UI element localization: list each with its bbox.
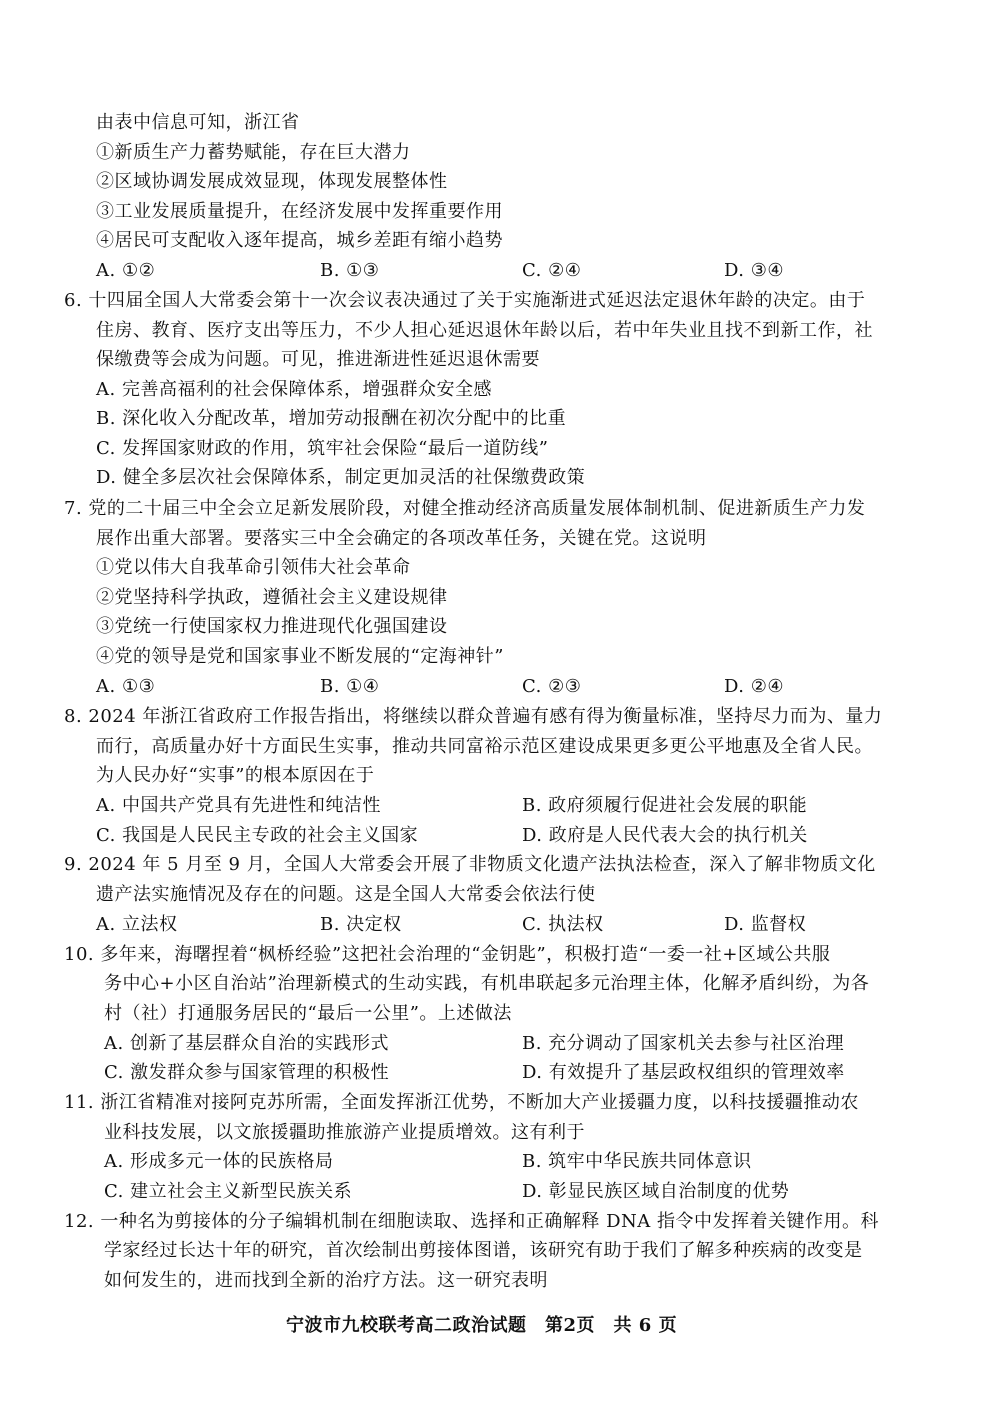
prev-statement-3: ③工业发展质量提升，在经济发展中发挥重要作用 <box>96 201 503 222</box>
q11-option-b: B. 筑牢中华民族共同体意识 <box>522 1151 752 1172</box>
q7-statement-3: ③党统一行使国家权力推进现代化强国建设 <box>96 616 448 637</box>
prev-statement-4: ④居民可支配收入逐年提高，城乡差距有缩小趋势 <box>96 230 503 251</box>
q10-option-b: B. 充分调动了国家机关去参与社区治理 <box>522 1033 845 1054</box>
q6-stem-line-1: 6. 十四届全国人大常委会第十一次会议表决通过了关于实施渐进式延迟法定退休年龄的决定。由于 <box>64 290 866 311</box>
q11-option-d: D. 彰显民族区域自治制度的优势 <box>522 1181 790 1202</box>
q8-stem-line-1: 8. 2024 年浙江省政府工作报告指出，将继续以群众普遍有感有得为衡量标准，坚持尽力而为、量力 <box>64 706 883 727</box>
q7-statement-1: ①党以伟大自我革命引领伟大社会革命 <box>96 557 411 578</box>
q9-stem-line-1: 9. 2024 年 5 月至 9 月，全国人大常委会开展了非物质文化遗产法执法检查，深入了解非物质文化 <box>64 854 876 875</box>
q10-option-c: C. 激发群众参与国家管理的积极性 <box>104 1062 390 1083</box>
q8-option-a: A. 中国共产党具有先进性和纯洁性 <box>96 795 381 816</box>
q6-option-b: B. 深化收入分配改革，增加劳动报酬在初次分配中的比重 <box>96 408 567 429</box>
q8-option-b: B. 政府须履行促进社会发展的职能 <box>522 795 808 816</box>
q9-stem-line-2: 遗产法实施情况及存在的问题。这是全国人大常委会依法行使 <box>96 884 596 905</box>
q6-option-c: C. 发挥国家财政的作用，筑牢社会保险“最后一道防线” <box>96 438 549 459</box>
q10-stem-line-2: 务中心+小区自治站”治理新模式的生动实践，有机串联起多元治理主体，化解矛盾纠纷，为各 <box>104 973 870 994</box>
q9-option-c: C. 执法权 <box>522 914 604 935</box>
q9-option-b: B. 决定权 <box>320 914 402 935</box>
q7-stem-line-1: 7. 党的二十届三中全会立足新发展阶段，对健全推动经济高质量发展体制机制、促进新质生产力发 <box>64 498 866 519</box>
prev-question-stem: 由表中信息可知，浙江省 <box>96 112 300 133</box>
q8-stem-line-3: 为人民办好“实事”的根本原因在于 <box>96 765 375 786</box>
q7-option-a: A. ①③ <box>96 676 156 697</box>
q11-stem-line-2: 业科技发展，以文旅援疆助推旅游产业提质增效。这有利于 <box>104 1122 585 1143</box>
q12-stem-line-3: 如何发生的，进而找到全新的治疗方法。这一研究表明 <box>104 1270 548 1291</box>
prev-option-d: D. ③④ <box>724 260 785 281</box>
prev-option-b: B. ①③ <box>320 260 380 281</box>
q10-stem-line-1: 10. 多年来，海曙捏着“枫桥经验”这把社会治理的“金钥匙”，积极打造“一委一社+区域公共服 <box>64 944 831 965</box>
q6-stem-line-3: 保缴费等会成为问题。可见，推进渐进性延迟退休需要 <box>96 349 540 370</box>
q10-option-a: A. 创新了基层群众自治的实践形式 <box>104 1033 389 1054</box>
q9-option-d: D. 监督权 <box>724 914 807 935</box>
page-footer: 宁波市九校联考高二政治试题 第2页 共 6 页 <box>286 1315 678 1336</box>
q7-stem-line-2: 展作出重大部署。要落实三中全会确定的各项改革任务，关键在党。这说明 <box>96 528 707 549</box>
q10-stem-line-3: 村（社）打通服务居民的“最后一公里”。上述做法 <box>104 1003 512 1024</box>
prev-statement-1: ①新质生产力蓄势赋能，存在巨大潜力 <box>96 142 411 163</box>
q12-stem-line-2: 学家经过长达十年的研究，首次绘制出剪接体图谱，该研究有助于我们了解多种疾病的改变是 <box>104 1240 863 1261</box>
q8-option-c: C. 我国是人民民主专政的社会主义国家 <box>96 825 419 846</box>
q7-statement-2: ②党坚持科学执政，遵循社会主义建设规律 <box>96 587 448 608</box>
q7-option-d: D. ②④ <box>724 676 785 697</box>
q8-stem-line-2: 而行，高质量办好十方面民生实事，推动共同富裕示范区建设成果更多更公平地惠及全省人民。 <box>96 736 873 757</box>
prev-statement-2: ②区域协调发展成效显现，体现发展整体性 <box>96 171 448 192</box>
prev-option-c: C. ②④ <box>522 260 582 281</box>
q8-option-d: D. 政府是人民代表大会的执行机关 <box>522 825 808 846</box>
q6-option-a: A. 完善高福利的社会保障体系，增强群众安全感 <box>96 379 492 400</box>
q12-stem-line-1: 12. 一种名为剪接体的分子编辑机制在细胞读取、选择和正确解释 DNA 指令中发挥着关键作用。科 <box>64 1211 879 1232</box>
q11-option-c: C. 建立社会主义新型民族关系 <box>104 1181 353 1202</box>
q6-option-d: D. 健全多层次社会保障体系，制定更加灵活的社保缴费政策 <box>96 467 586 488</box>
prev-option-a: A. ①② <box>96 260 156 281</box>
q11-stem-line-1: 11. 浙江省精准对接阿克苏所需，全面发挥浙江优势，不断加大产业援疆力度，以科技援疆推动农 <box>64 1092 859 1113</box>
q11-option-a: A. 形成多元一体的民族格局 <box>104 1151 334 1172</box>
q7-option-b: B. ①④ <box>320 676 380 697</box>
q9-option-a: A. 立法权 <box>96 914 178 935</box>
q6-stem-line-2: 住房、教育、医疗支出等压力，不少人担心延迟退休年龄以后，若中年失业且找不到新工作，社 <box>96 320 873 341</box>
q10-option-d: D. 有效提升了基层政权组织的管理效率 <box>522 1062 845 1083</box>
q7-option-c: C. ②③ <box>522 676 582 697</box>
q7-statement-4: ④党的领导是党和国家事业不断发展的“定海神针” <box>96 646 504 667</box>
